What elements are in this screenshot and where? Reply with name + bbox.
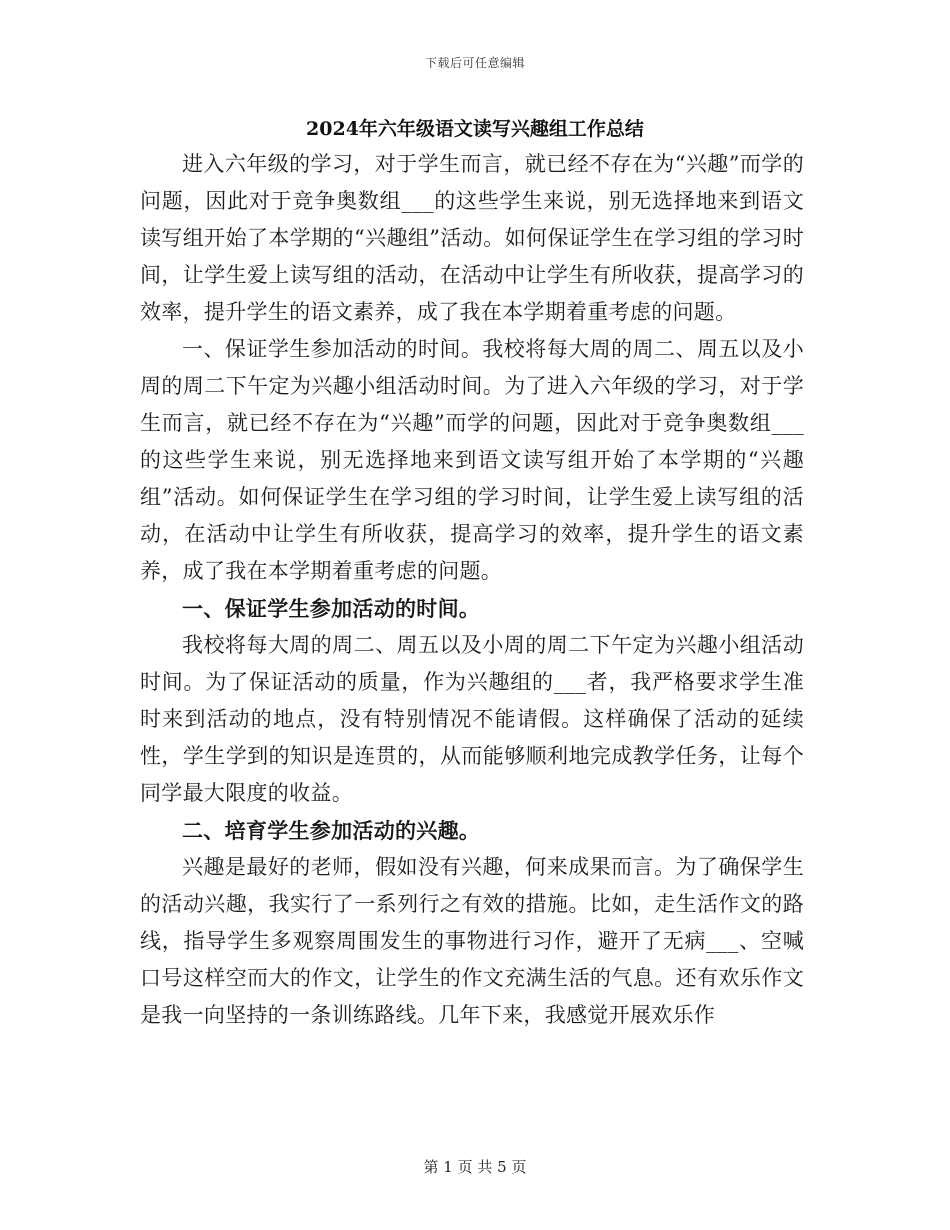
body-paragraph: 进入六年级的学习，对于学生而言，就已经不存在为“兴趣”而学的问题，因此对于竞争奥数组___的这些学生来说，别无选择地来到语文读写组开始了本学期的“兴趣组”活动。如何保证学生在学习组的学习时间，让学生爱上读写组的活动，在活动中让学生有所收获，提高学习的效率，提升学生的语文素养，成了我在本学期着重考虑的问题。 bbox=[140, 152, 804, 324]
body-paragraph: 一、保证学生参加活动的时间。我校将每大周的周二、周五以及小周的周二下午定为兴趣小组活动时间。为了进入六年级的学习，对于学生而言，就已经不存在为“兴趣”而学的问题，因此对于竞争奥数组___的这些学生来说，别无选择地来到语文读写组开始了本学期的“兴趣组”活动。如何保证学生在学习组的学习时间，让学生爱上读写组的活动，在活动中让学生有所收获，提高学习的效率，提升学生的语文素养，成了我在本学期着重考虑的问题。 bbox=[140, 337, 804, 583]
document-title: 2024年六年级语文读写兴趣组工作总结 bbox=[306, 118, 644, 140]
document-body bbox=[140, 146, 804, 1034]
header-note: 下载后可任意编辑 bbox=[424, 56, 525, 70]
section-heading: 二、培育学生参加活动的兴趣。 bbox=[182, 818, 481, 843]
body-paragraph: 我校将每大周的周二、周五以及小周的周二下午定为兴趣小组活动时间。为了保证活动的质量，作为兴趣组的___者，我严格要求学生准时来到活动的地点，没有特别情况不能请假。这样确保了活动的延续性，学生学到的知识是连贯的，从而能够顺利地完成教学任务，让每个同学最大限度的收益。 bbox=[140, 633, 804, 805]
page-number: 第 1 页 共 5 页 bbox=[423, 1158, 527, 1176]
section-heading: 一、保证学生参加活动的时间。 bbox=[182, 596, 481, 621]
body-paragraph: 兴趣是最好的老师，假如没有兴趣，何来成果而言。为了确保学生的活动兴趣，我实行了一系列行之有效的措施。比如，走生活作文的路线，指导学生多观察周围发生的事物进行习作，避开了无病___、空喊口号这样空而大的作文，让学生的作文充满生活的气息。还有欢乐作文是我一向坚持的一条训练路线。几年下来，我感觉开展欢乐作 bbox=[140, 855, 804, 1027]
